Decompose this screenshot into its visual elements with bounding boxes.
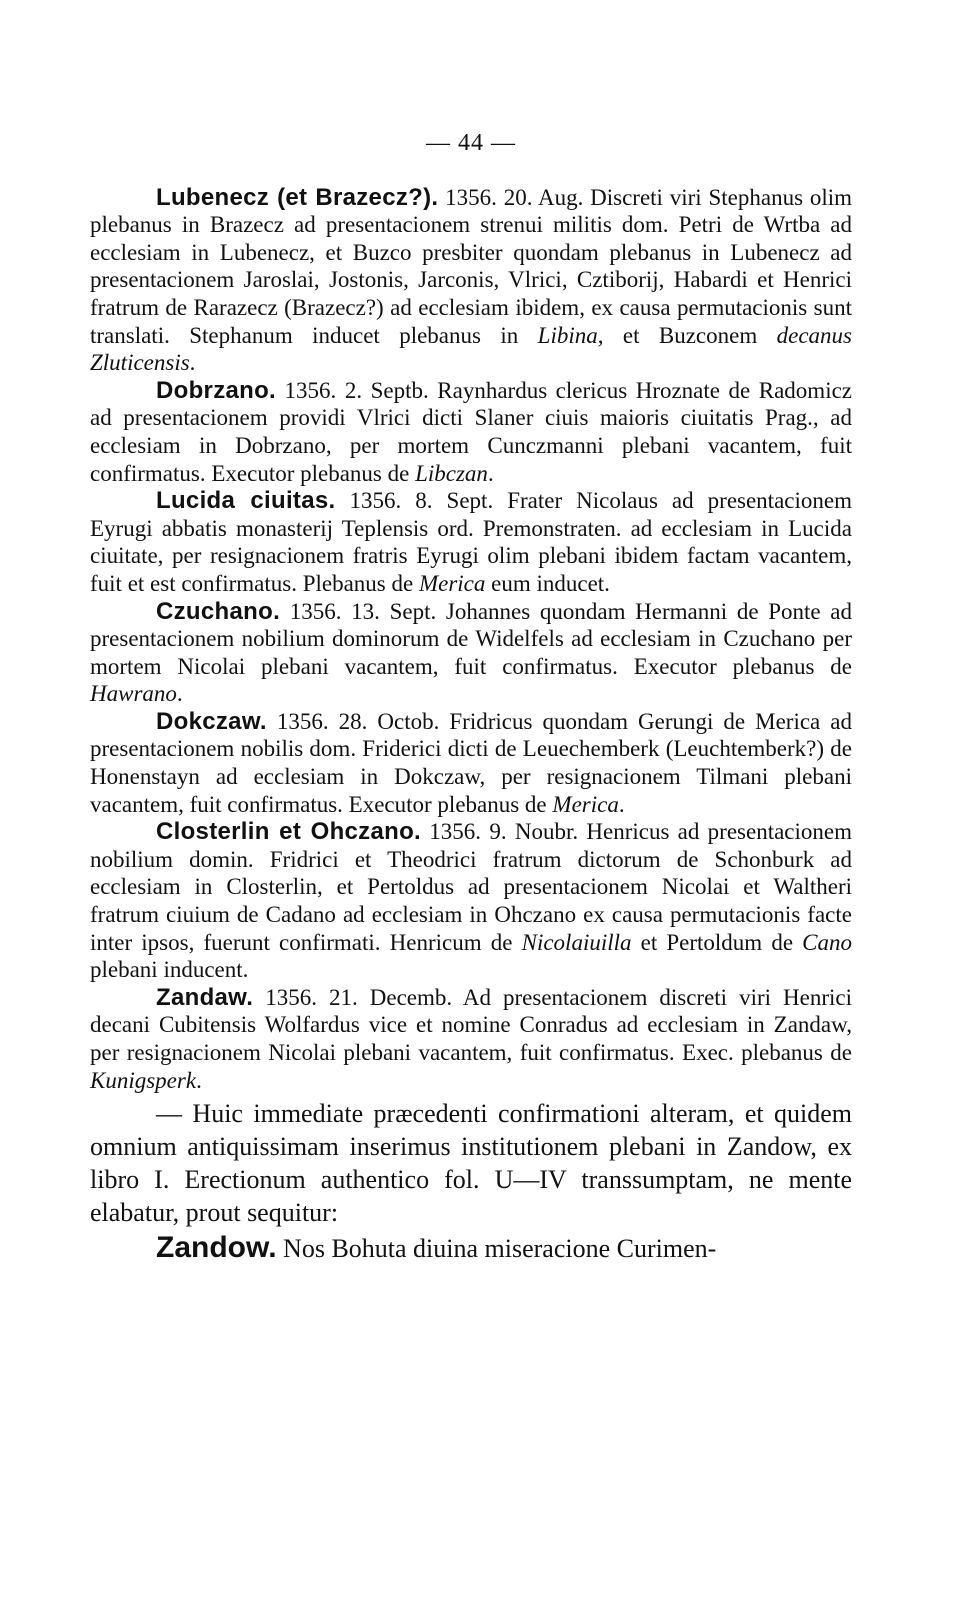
entry-italic: Merica	[418, 570, 486, 596]
entry-text: 1356. 28. Octob. Fridricus quondam Gerungi de Merica ad presentacionem nobilis dom. Friderici dicti de Leuechemberk (Leuchtemberk?) de Honenstayn ad ecclesiam in Dokczaw, per resignacionem Tilmani plebani vacantem, fuit confirmatus. Executor plebanus de	[90, 708, 852, 817]
entry-czuchano	[90, 598, 852, 708]
entry-text: .	[189, 350, 196, 376]
entry-text: 1356. 9. Noubr. Henricus ad presentacionem nobilium domin. Fridrici et Theodrici fratrum dictorum de Schonburk ad ecclesiam in Closterlin, et Pertoldus ad presentacionem Nicolai et Waltheri fratrum ciuium de Cadano ad ecclesiam in Ohczano ex causa permutacionis facte inter ipsos, fuerunt confirmati. Henricum de	[90, 819, 852, 955]
entry-zandaw	[90, 984, 852, 1094]
entry-italic: Libczan	[415, 460, 488, 486]
document-page	[90, 130, 852, 1268]
entry-text: eum inducet.	[485, 570, 610, 596]
entry-text: 1356. 13. Sept. Johannes quondam Hermanni de Ponte ad presentacionem nobilium dominorum de Widelfels ad ecclesiam in Czuchano per mortem Nicolai plebani vacantem, fuit confirmatus. Executor plebanus de	[90, 598, 852, 679]
entry-zandow	[90, 1229, 852, 1268]
entry-text: 1356. 2. Septb. Raynhardus clericus Hroznate de Radomicz ad presentacionem providi Vlrici dicti Slaner ciuis maioris ciuitatis Prag., ad ecclesiam in Dobrzano, per mortem Cunczmanni plebani vacantem, fuit confirmatus. Executor plebanus de	[90, 377, 852, 486]
entry-text: , et Buzconem	[597, 322, 777, 348]
page-number: — 44 —	[426, 130, 516, 156]
editorial-note: — Huic immediate præcedenti confirmationi alteram, et quidem omnium antiquissimam inserimus institutionem plebani in Zandow, ex libro I. Erectionum authentico fol. U—IV transsumptam, ne mente elabatur, prout sequitur:	[90, 1099, 852, 1228]
entry-text: .	[196, 1067, 202, 1093]
entry-lucida	[90, 487, 852, 597]
entry-text: 1356. 20. Aug. Discreti viri Stephanus olim plebanus in Brazecz ad presentacionem strenui militis dom. Petri de Wrtba ad ecclesiam in Lubenecz, et Buzco presbiter quondam plebanus in Lubenecz ad presentacionem Jaroslai, Jostonis, Jarconis, Vlrici, Cztiborij, Habardi et Henrici fratrum de Rarazecz (Brazecz?) ad ecclesiam ibidem, ex causa permutacionis sunt translati. Stephanum inducet plebanus in	[90, 184, 852, 348]
entry-italic: Merica	[552, 791, 619, 817]
entry-text: .	[487, 460, 494, 486]
entry-heading: Dokczaw.	[156, 707, 267, 735]
entry-italic: Cano	[802, 929, 852, 955]
entry-heading: Zandow.	[156, 1231, 277, 1265]
entry-text: Nos Bohuta diuina miseracione Curimen-	[276, 1234, 717, 1264]
entry-text: 1356. 8. Sept. Frater Nicolaus ad presentacionem Eyrugi abbatis monasterij Teplensis ord. Premonstraten. ad ecclesiam in Lucida ciuitate, per resignacionem fratris Eyrugi olim plebani ibidem factam vacantem, fuit et est confirmatus. Plebanus de	[90, 488, 852, 596]
entry-heading: Lubenecz (et Brazecz?).	[156, 183, 439, 211]
entry-closterlin	[90, 818, 852, 984]
entry-lubenecz	[90, 184, 852, 377]
entry-italic: decanus Zluticensis	[90, 322, 852, 376]
entry-heading: Zandaw.	[156, 983, 254, 1011]
entry-text: plebani inducent.	[90, 957, 249, 983]
entry-italic: Kunigsperk	[90, 1067, 197, 1093]
entry-text: 1356. 21. Decemb. Ad presentacionem discreti viri Henrici decani Cubitensis Wolfardus vice et nomine Conradus ad ecclesiam in Zandaw, per resignacionem Nicolai plebani vacantem, fuit confirmatus. Exec. plebanus de	[90, 984, 852, 1065]
entry-heading: Lucida ciuitas.	[156, 487, 336, 515]
entry-heading: Closterlin et Ohczano.	[156, 818, 422, 846]
entry-dokczaw	[90, 708, 852, 818]
entry-italic: Hawrano	[90, 681, 177, 707]
entry-heading: Czuchano.	[156, 597, 281, 625]
entry-text: .	[176, 681, 183, 707]
entry-heading: Dobrzano.	[156, 376, 277, 404]
entry-italic: Libina	[537, 322, 598, 348]
entry-dobrzano	[90, 377, 852, 487]
entry-text: et Pertoldum de	[631, 929, 803, 955]
entry-text: .	[618, 791, 625, 817]
entry-italic: Nicolaiuilla	[521, 929, 632, 955]
